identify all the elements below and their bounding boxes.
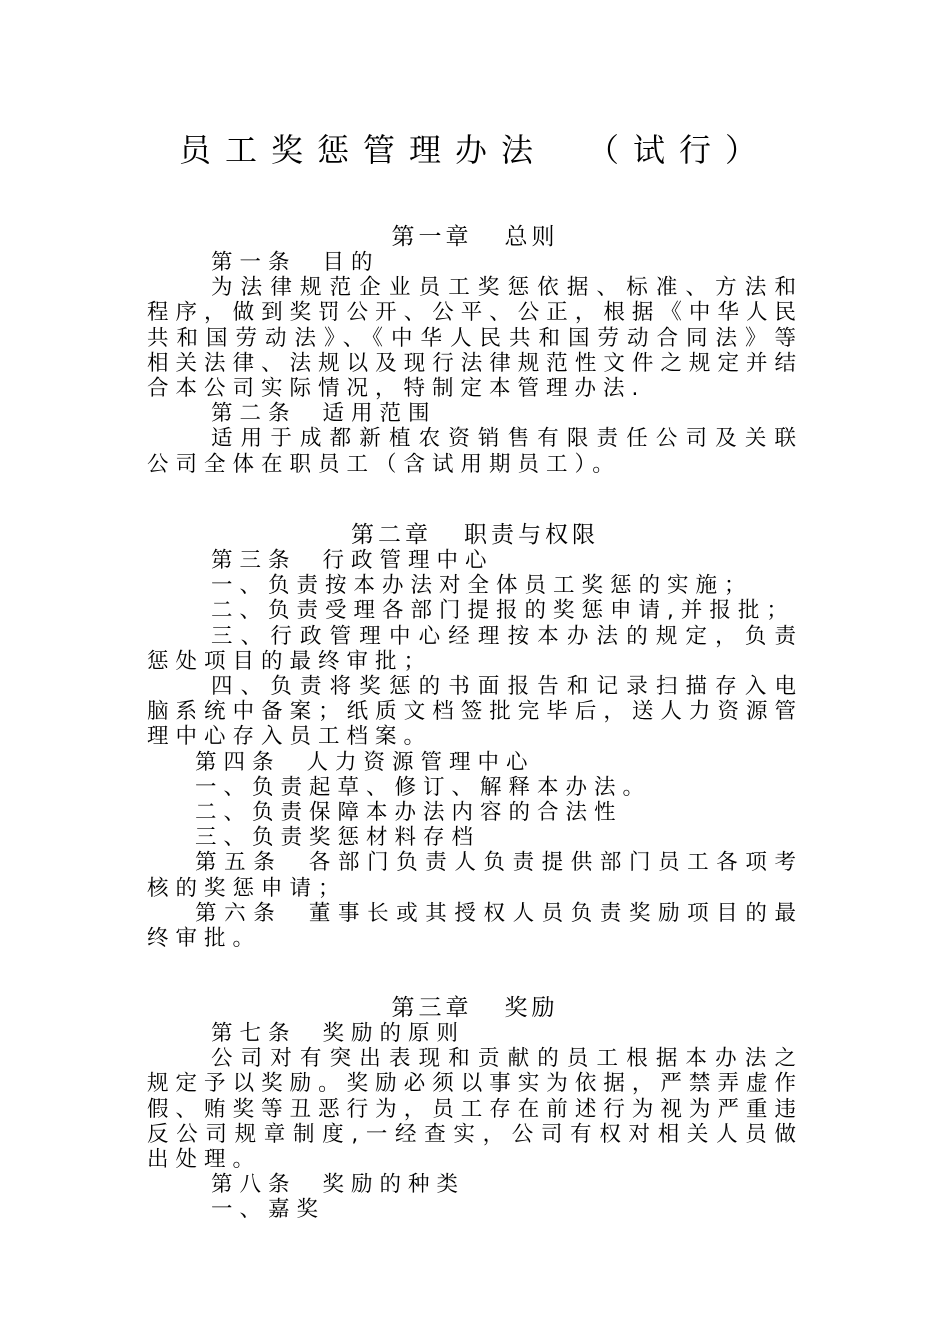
chapter-heading: 第二章 职责与权限 bbox=[351, 522, 599, 548]
list-item: 一、负责起草、修订、解释本办法。 bbox=[195, 774, 652, 800]
article-text: 第六条 董事长或其授权人员负责奖励项目的最终审批。 bbox=[147, 900, 803, 952]
article-text: 第五条 各部门负责人负责提供部门员工各项考核的奖惩申请； bbox=[147, 850, 803, 901]
chapter-3-section bbox=[147, 995, 803, 1223]
list-item: 四、负责将奖惩的书面报告和记录扫描存入电脑系统中备案；纸质文档签批完毕后，送人力资源管理中心存入员工档案。 bbox=[147, 674, 803, 750]
list-item: 三、负责奖惩材料存档 bbox=[195, 825, 481, 851]
article-heading: 第八条 奖励的种类 bbox=[211, 1172, 466, 1198]
article-heading: 第三条 行政管理中心 bbox=[211, 548, 494, 573]
list-item: 一、负责按本办法对全体员工奖惩的实施； bbox=[211, 573, 753, 599]
chapter-heading: 第一章 总则 bbox=[391, 224, 559, 250]
article-heading: 第七条 奖励的原则 bbox=[211, 1021, 466, 1046]
article-heading: 第一条 目的 bbox=[211, 250, 380, 275]
article-text: 公司对有突出表现和贡献的员工根据本办法之规定予以奖励。奖励必须以事实为依据，严禁弄虚作假、贿奖等丑恶行为，员工存在前述行为视为严重违反公司规章制度,一经查实，公司有权对相关人员做出处理。 bbox=[147, 1046, 803, 1173]
list-item: 二、负责受理各部门提报的奖惩申请,并报批； bbox=[211, 598, 795, 624]
title-sub: （试行） bbox=[587, 131, 772, 169]
chapter-1-section bbox=[147, 224, 803, 477]
article-heading: 第四条 人力资源管理中心 bbox=[195, 749, 535, 775]
article-text: 适用于成都新植农资销售有限责任公司及关联公司全体在职员工（含试用期员工）。 bbox=[147, 426, 803, 477]
title-main: 员工奖惩管理办法 bbox=[178, 131, 547, 169]
list-item: 一、嘉奖 bbox=[211, 1197, 326, 1223]
chapter-2-section bbox=[147, 522, 803, 951]
article-text: 为法律规范企业员工奖惩依据、标准、方法和程序，做到奖罚公开、公平、公正，根据《中华人民共和国劳动法》、《中华人民共和国劳动合同法》等相关法律、法规以及现行法律规范性文件之规定并结合本公司实际情况，特制定本管理办法. bbox=[147, 275, 803, 402]
document-title bbox=[0, 128, 950, 172]
chapter-heading: 第三章 奖励 bbox=[391, 995, 559, 1021]
article-heading: 第二条 适用范围 bbox=[211, 401, 437, 427]
list-item: 三、行政管理中心经理按本办法的规定，负责惩处项目的最终审批； bbox=[147, 623, 803, 674]
list-item: 二、负责保障本办法内容的合法性 bbox=[195, 800, 623, 826]
